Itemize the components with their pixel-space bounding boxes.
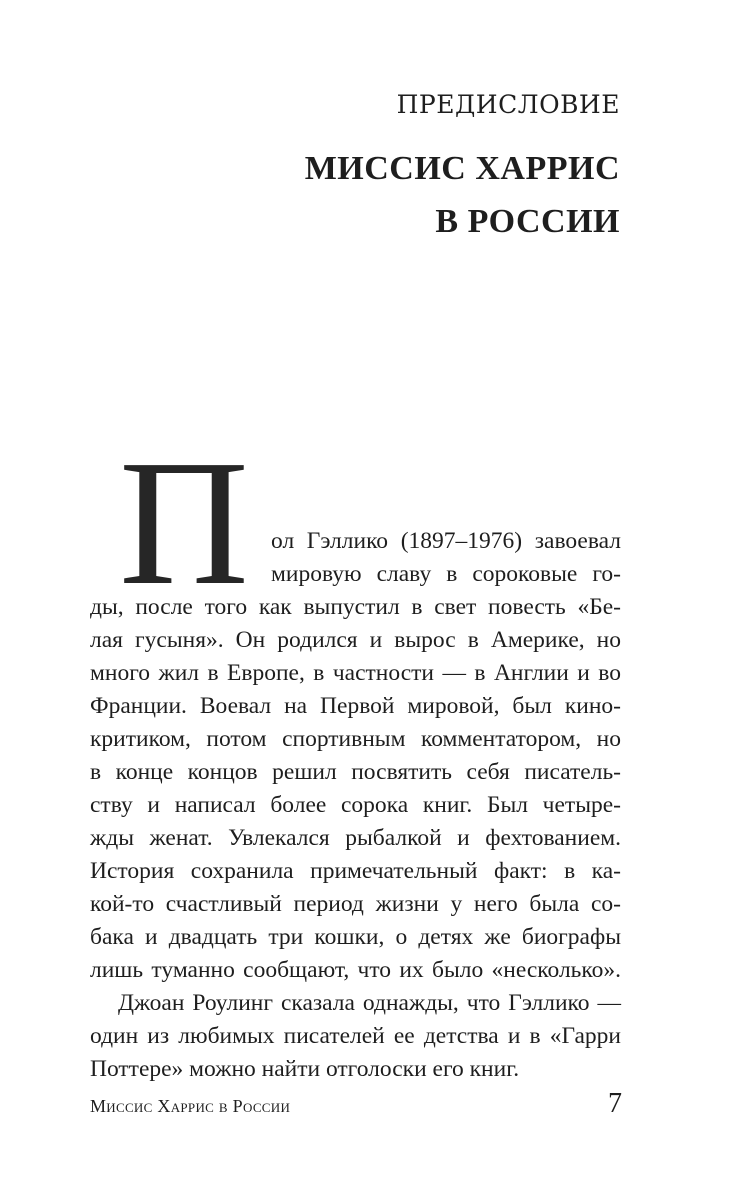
running-title: Миссис Харрис в России: [90, 1096, 291, 1116]
text-line: один из любимых писателей ее детства и в «Гарри: [90, 1023, 621, 1049]
text-line: лая гусыня». Он родился и вырос в Америке, но: [90, 627, 621, 653]
text-line: мировую славу в сороковые го-: [271, 561, 621, 587]
text-line: жды женат. Увлекался рыбалкой и фехтованием.: [90, 825, 621, 851]
text-line: кой-то счастливый период жизни у него была со-: [90, 891, 621, 917]
chapter-title: [305, 142, 620, 248]
text-line: ды, после того как выпустил в свет повесть «Бе-: [90, 594, 621, 620]
page-number: 7: [608, 1088, 622, 1119]
text-line: ству и написал более сорока книг. Был четыре-: [90, 792, 621, 818]
chapter-title-line: В РОССИИ: [435, 203, 620, 240]
text-line: Джоан Роулинг сказала однажды, что Гэллико —: [118, 990, 621, 1016]
text-line: в конце концов решил посвятить себя писатель-: [90, 759, 621, 785]
text-line: лишь туманно сообщают, что их было «несколько».: [90, 957, 621, 983]
chapter-title-line: МИССИС ХАРРИС: [304, 150, 620, 187]
text-line: бака и двадцать три кошки, о детях же биографы: [90, 924, 621, 950]
text-line: ол Гэллико (1897–1976) завоевал: [271, 528, 621, 554]
section-kicker: ПРЕДИСЛОВИЕ: [396, 90, 620, 119]
text-line: Поттере» можно найти отголоски его книг.: [90, 1056, 520, 1082]
text-line: критиком, потом спортивным комментатором, но: [90, 726, 621, 752]
drop-cap: П: [119, 423, 249, 622]
text-line: История сохранила примечательный факт: в ка-: [90, 858, 621, 884]
text-line: Франции. Воевал на Первой мировой, был кино-: [90, 693, 621, 719]
text-line: много жил в Европе, в частности — в Англии и во: [90, 660, 621, 686]
